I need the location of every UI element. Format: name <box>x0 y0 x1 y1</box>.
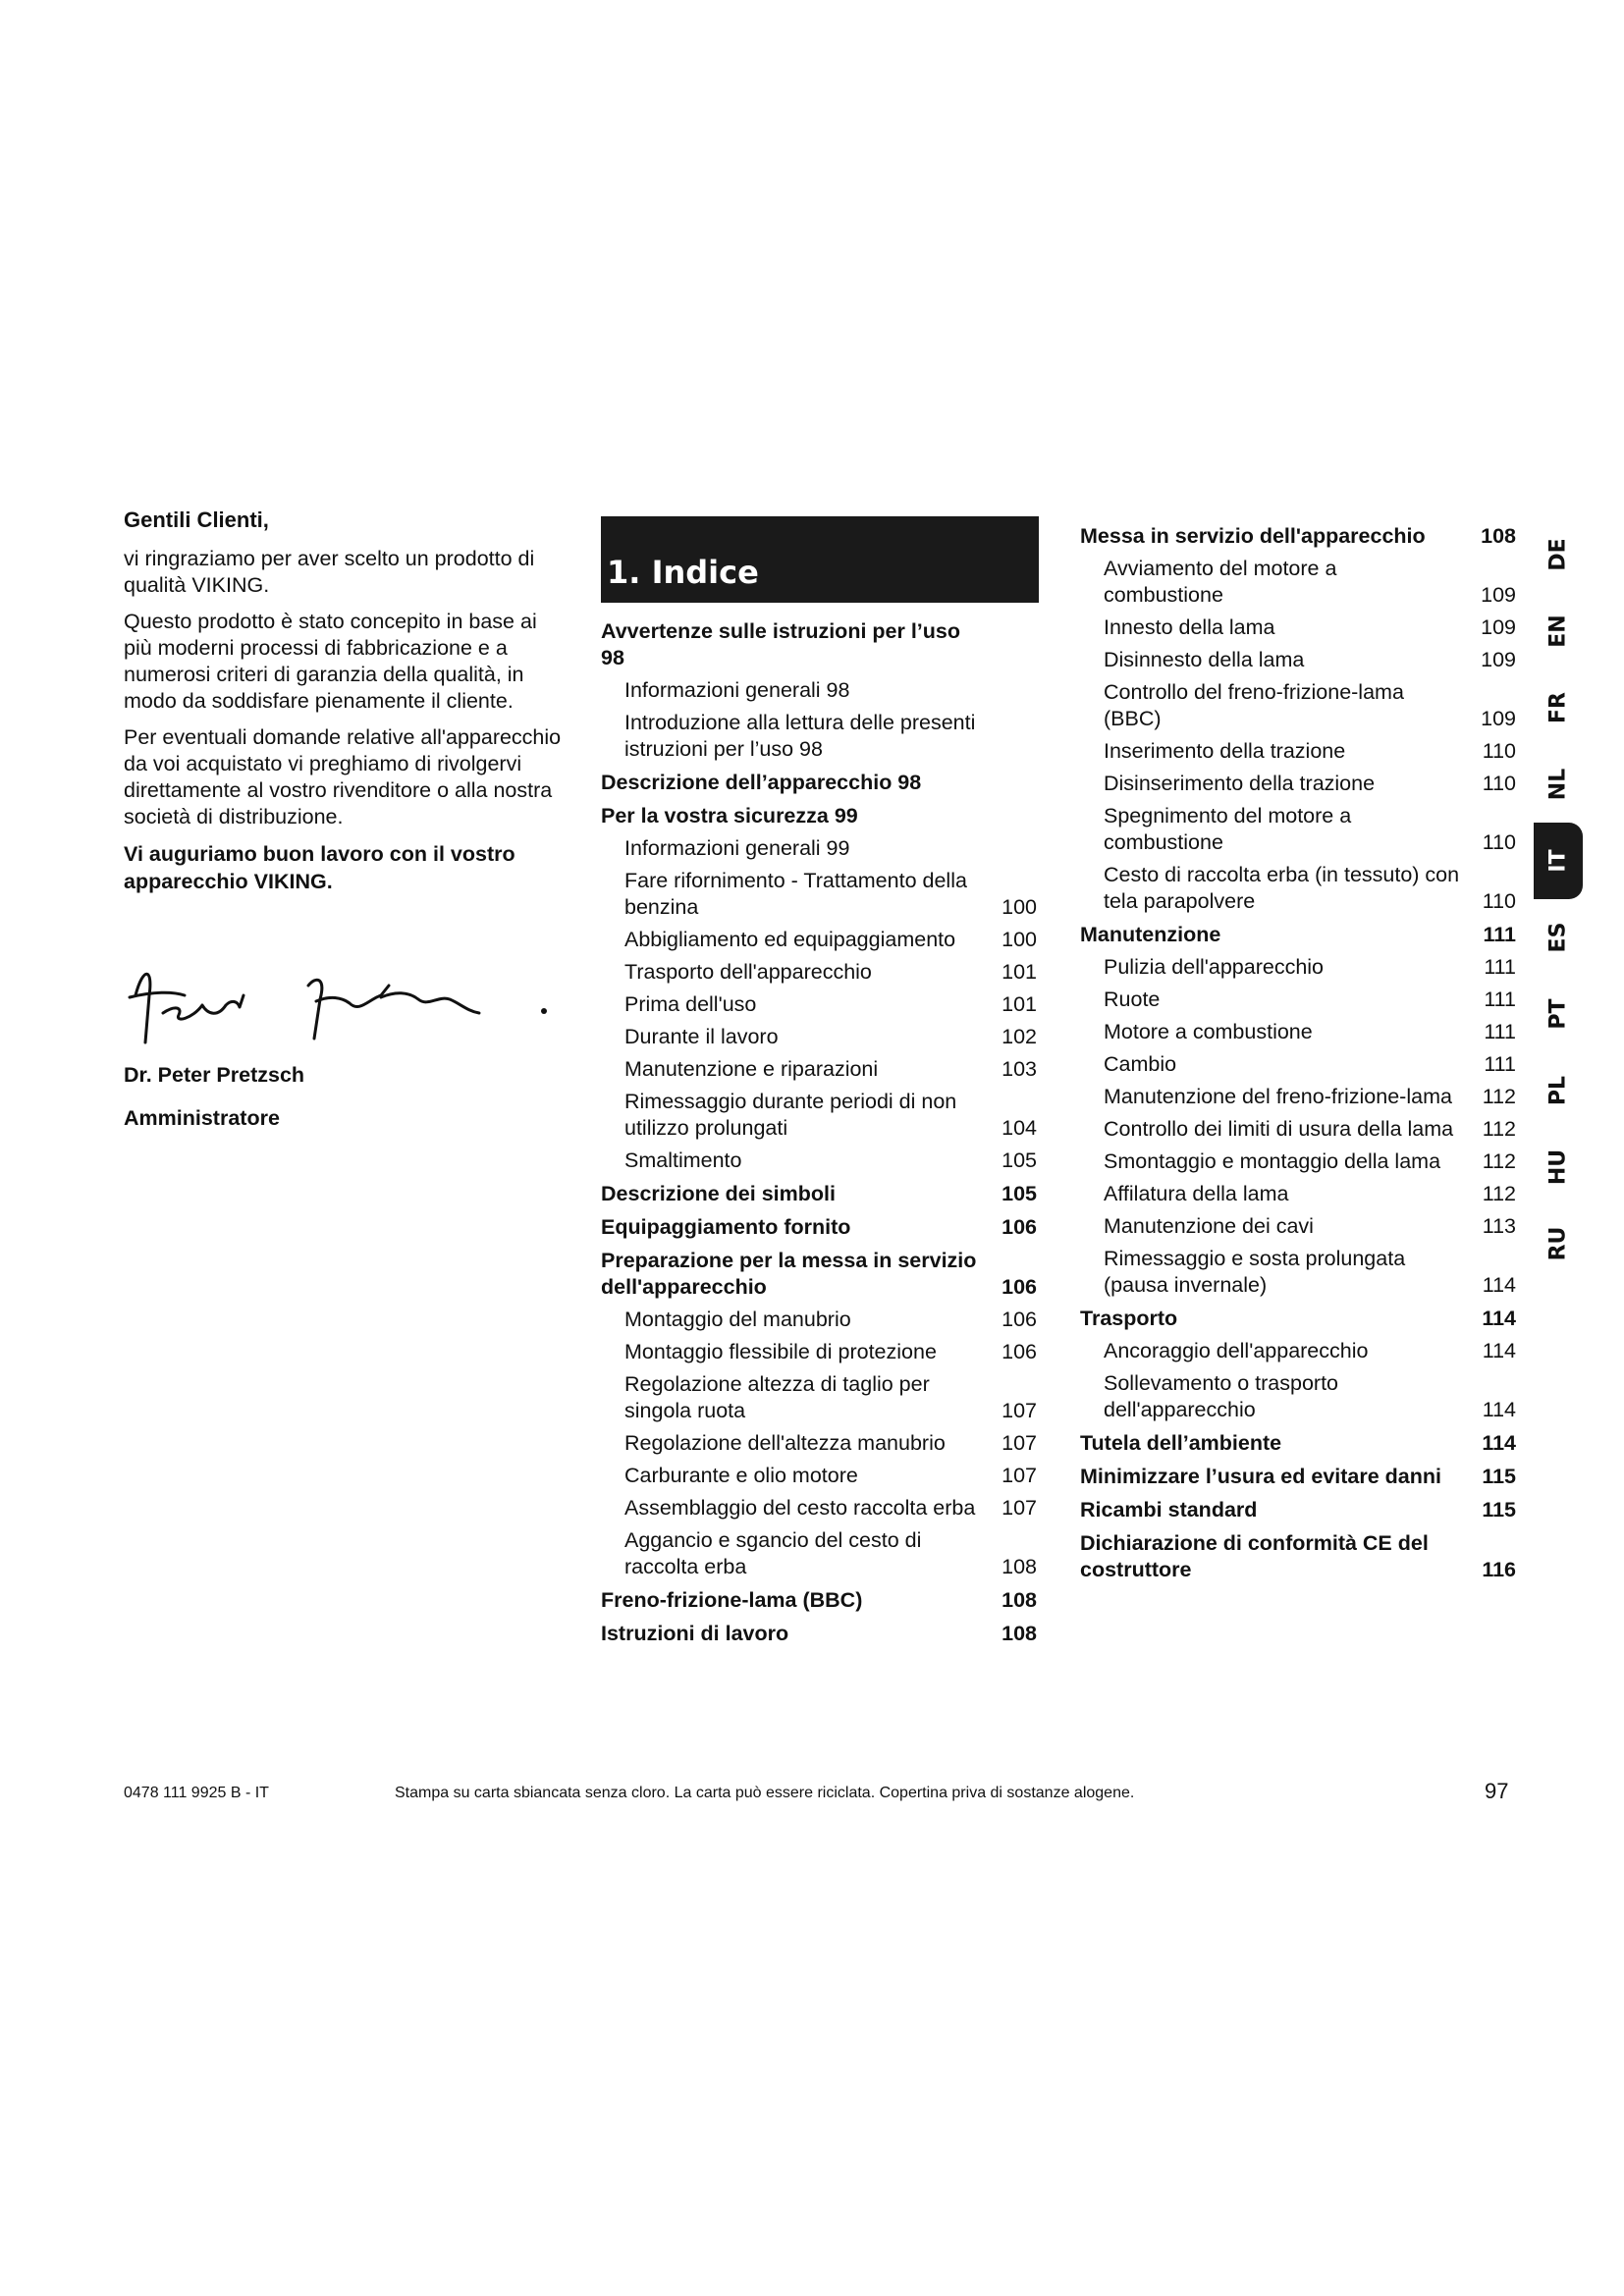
toc-page: 107 <box>1001 1399 1037 1422</box>
toc-title: Spegnimento del motore a combustione <box>1104 804 1352 854</box>
toc-title: Inserimento della trazione <box>1104 739 1346 763</box>
toc-page: 114 <box>1482 1431 1516 1455</box>
toc-subsection <box>1080 679 1518 732</box>
toc-title: Descrizione dei simboli <box>601 1182 836 1205</box>
toc-page: 112 <box>1482 1117 1516 1141</box>
toc-subsection <box>1080 647 1518 673</box>
toc-title: Smontaggio e montaggio della lama <box>1104 1149 1441 1173</box>
page-number: 97 <box>1485 1779 1509 1803</box>
language-tab-nl[interactable] <box>1534 746 1583 823</box>
greeting-column <box>124 507 562 1148</box>
toc-title: Motore a combustione <box>1104 1020 1313 1043</box>
toc-title: Manutenzione del freno-frizione-lama <box>1104 1085 1452 1108</box>
language-tab-label: PT <box>1545 998 1571 1030</box>
toc-title: Sollevamento o trasporto dell'apparecchio <box>1104 1371 1339 1421</box>
toc-page: 114 <box>1482 1307 1516 1330</box>
toc-subsection <box>1080 771 1518 797</box>
toc-page: 108 <box>1001 1622 1037 1645</box>
toc-page: 111 <box>1484 1052 1516 1076</box>
toc-page: 100 <box>1001 928 1037 951</box>
toc-title: Prima dell'uso <box>624 992 757 1016</box>
toc-title: Aggancio e sgancio del cesto di raccolta erba <box>624 1528 922 1578</box>
greeting-paragraph-1: vi ringraziamo per aver scelto un prodotto di qualità VIKING. <box>124 547 535 597</box>
toc-subsection <box>1080 556 1518 609</box>
language-tab-pt[interactable] <box>1534 976 1583 1052</box>
toc-subsection <box>1080 1181 1518 1207</box>
toc-page: 106 <box>1001 1215 1037 1239</box>
toc-page: 116 <box>1482 1558 1516 1581</box>
index-heading: 1. Indice <box>607 554 759 591</box>
toc-title: Affilatura della lama <box>1104 1182 1289 1205</box>
toc-page: 107 <box>1001 1431 1037 1455</box>
toc-page: 109 <box>1481 583 1516 607</box>
toc-section <box>601 618 1039 671</box>
toc-subsection <box>1080 862 1518 915</box>
language-tab-ru[interactable] <box>1534 1205 1583 1282</box>
greeting-paragraph-2: Questo prodotto è stato concepito in base ai più moderni processi di fabbricazione e a numerosi criteri di garanzia della qualità, in modo da soddisfare pienamente il cliente. <box>124 610 537 713</box>
toc-subsection <box>601 1527 1039 1580</box>
index-column-2 <box>1080 516 1518 1583</box>
toc-title: Trasporto <box>1080 1307 1178 1330</box>
toc-title: Regolazione altezza di taglio per singola ruota <box>624 1372 930 1422</box>
toc-subsection <box>601 1495 1039 1522</box>
toc-title: Controllo del freno-frizione-lama (BBC) <box>1104 680 1404 730</box>
toc-subsection <box>1080 1213 1518 1240</box>
toc-page: 103 <box>1001 1057 1037 1081</box>
language-tab-label: IT <box>1545 849 1571 873</box>
index-column-1 <box>601 516 1039 1647</box>
toc-subsection <box>601 710 1039 763</box>
toc-subsection <box>1080 1116 1518 1143</box>
toc-title: Durante il lavoro <box>624 1025 779 1048</box>
language-tab-label: PL <box>1545 1075 1571 1106</box>
toc-page: 107 <box>1001 1496 1037 1520</box>
toc-title: Cambio <box>1104 1052 1177 1076</box>
toc-title: Montaggio del manubrio <box>624 1308 851 1331</box>
toc-page: 112 <box>1482 1149 1516 1173</box>
toc-page: 115 <box>1482 1498 1516 1522</box>
toc-section <box>1080 1306 1518 1332</box>
toc-page: 109 <box>1481 707 1516 730</box>
toc-subsection <box>1080 1019 1518 1045</box>
language-tab-label: EN <box>1545 614 1571 648</box>
toc-subsection <box>1080 803 1518 856</box>
footer-document-code: 0478 111 9925 B - IT <box>124 1785 269 1801</box>
toc-list-1 <box>601 618 1039 1647</box>
toc-title: Montaggio flessibile di protezione <box>624 1340 937 1363</box>
toc-title: Controllo dei limiti di usura della lama <box>1104 1117 1454 1141</box>
language-tab-fr[interactable] <box>1534 669 1583 746</box>
toc-title: Messa in servizio dell'apparecchio <box>1080 524 1426 548</box>
toc-subsection <box>601 1371 1039 1424</box>
toc-title: Manutenzione <box>1080 923 1221 946</box>
toc-title: Ruote <box>1104 988 1161 1011</box>
toc-title: Dichiarazione di conformità CE del costruttore <box>1080 1531 1429 1581</box>
toc-subsection <box>1080 1084 1518 1110</box>
toc-subsection <box>1080 1148 1518 1175</box>
toc-title: Ricambi standard <box>1080 1498 1258 1522</box>
toc-subsection <box>601 1024 1039 1050</box>
toc-section <box>1080 922 1518 948</box>
toc-page: 100 <box>1001 895 1037 919</box>
language-tab-label: NL <box>1545 768 1571 801</box>
toc-title: Preparazione per la messa in servizio dell'apparecchio <box>601 1249 977 1299</box>
toc-title: Avviamento del motore a combustione <box>1104 557 1337 607</box>
index-heading-bar <box>601 516 1039 603</box>
toc-title: Minimizzare l’usura ed evitare danni <box>1080 1465 1441 1488</box>
toc-page: 114 <box>1482 1273 1516 1297</box>
toc-title: Descrizione dell’apparecchio 98 <box>601 771 922 794</box>
toc-page: 111 <box>1484 955 1516 979</box>
toc-page: 101 <box>1001 960 1037 984</box>
language-tab-pl[interactable] <box>1534 1052 1583 1129</box>
toc-page: 106 <box>1001 1275 1037 1299</box>
toc-subsection <box>601 868 1039 921</box>
toc-title: Manutenzione dei cavi <box>1104 1214 1314 1238</box>
toc-subsection <box>601 1056 1039 1083</box>
toc-page: 110 <box>1482 889 1516 913</box>
toc-subsection <box>601 959 1039 986</box>
toc-title: Tutela dell’ambiente <box>1080 1431 1282 1455</box>
toc-title: Istruzioni di lavoro <box>601 1622 789 1645</box>
toc-subsection <box>601 1148 1039 1174</box>
toc-title: Disinnesto della lama <box>1104 648 1305 671</box>
toc-page: 111 <box>1484 1020 1516 1043</box>
toc-title: Ancoraggio dell'apparecchio <box>1104 1339 1369 1362</box>
toc-subsection <box>601 1307 1039 1333</box>
toc-page: 106 <box>1001 1308 1037 1331</box>
toc-title: Innesto della lama <box>1104 615 1275 639</box>
language-tab-label: DE <box>1545 538 1571 571</box>
toc-page: 105 <box>1001 1182 1037 1205</box>
toc-page: 108 <box>1001 1555 1037 1578</box>
toc-page: 113 <box>1482 1214 1516 1238</box>
toc-page: 115 <box>1482 1465 1516 1488</box>
toc-title: Trasporto dell'apparecchio <box>624 960 872 984</box>
language-tab-es[interactable] <box>1534 899 1583 976</box>
language-tab-hu[interactable] <box>1534 1129 1583 1205</box>
toc-title: Abbigliamento ed equipaggiamento <box>624 928 956 951</box>
toc-subsection <box>1080 954 1518 981</box>
toc-section <box>1080 523 1518 550</box>
toc-title: Cesto di raccolta erba (in tessuto) con tela parapolvere <box>1104 863 1460 913</box>
toc-subsection <box>601 1339 1039 1365</box>
toc-page: 114 <box>1482 1398 1516 1421</box>
toc-page: 109 <box>1481 615 1516 639</box>
language-tab-label: RU <box>1545 1226 1571 1261</box>
toc-title: Smaltimento <box>624 1148 742 1172</box>
toc-page: 101 <box>1001 992 1037 1016</box>
toc-section <box>1080 1464 1518 1490</box>
toc-subsection <box>1080 614 1518 641</box>
language-tab-en[interactable] <box>1534 593 1583 669</box>
toc-page: 108 <box>1001 1588 1037 1612</box>
toc-section <box>1080 1430 1518 1457</box>
toc-subsection <box>601 1463 1039 1489</box>
toc-subsection <box>1080 1338 1518 1364</box>
toc-title: Rimessaggio durante periodi di non utilizzo prolungati <box>624 1090 957 1140</box>
toc-subsection <box>601 835 1039 862</box>
toc-title: Fare rifornimento - Trattamento della benzina <box>624 869 967 919</box>
toc-title: Informazioni generali 98 <box>624 678 850 702</box>
toc-section <box>601 770 1039 796</box>
toc-page: 104 <box>1001 1116 1037 1140</box>
footer-note: Stampa su carta sbiancata senza cloro. La carta può essere riciclata. Copertina priva di sostanze alogene. <box>395 1785 1135 1801</box>
toc-subsection <box>1080 1246 1518 1299</box>
toc-section <box>601 1587 1039 1614</box>
toc-title: Freno-frizione-lama (BBC) <box>601 1588 863 1612</box>
toc-title: Pulizia dell'apparecchio <box>1104 955 1325 979</box>
toc-title: Per la vostra sicurezza 99 <box>601 804 858 828</box>
toc-page: 114 <box>1482 1339 1516 1362</box>
language-tab-label: HU <box>1545 1148 1571 1186</box>
toc-subsection <box>1080 1051 1518 1078</box>
toc-page: 112 <box>1482 1085 1516 1108</box>
toc-section <box>601 1621 1039 1647</box>
language-tab-label: ES <box>1545 922 1571 953</box>
toc-subsection <box>601 677 1039 704</box>
toc-title: Introduzione alla lettura delle presenti istruzioni per l’uso 98 <box>624 711 976 761</box>
toc-section <box>601 1181 1039 1207</box>
greeting-paragraph-3: Per eventuali domande relative all'apparecchio da voi acquistato vi preghiamo di rivolgervi direttamente al vostro rivenditore o alla nostra società di distribuzione. <box>124 725 562 828</box>
language-tabs <box>1534 516 1583 1282</box>
toc-page: 111 <box>1483 923 1516 946</box>
toc-list-2 <box>1080 523 1518 1583</box>
language-tab-label: FR <box>1545 692 1571 723</box>
toc-page: 110 <box>1482 830 1516 854</box>
toc-title: Avvertenze sulle istruzioni per l’uso 98 <box>601 619 960 669</box>
toc-subsection <box>601 927 1039 953</box>
toc-page: 112 <box>1482 1182 1516 1205</box>
toc-title: Carburante e olio motore <box>624 1464 858 1487</box>
toc-page: 109 <box>1481 648 1516 671</box>
greeting-closing: Vi auguriamo buon lavoro con il vostro apparecchio VIKING. <box>124 842 515 893</box>
toc-title: Equipaggiamento fornito <box>601 1215 851 1239</box>
toc-page: 110 <box>1482 772 1516 795</box>
signer-role: Amministratore <box>124 1106 280 1130</box>
toc-page: 102 <box>1001 1025 1037 1048</box>
toc-subsection <box>601 1089 1039 1142</box>
toc-subsection <box>601 991 1039 1018</box>
toc-section <box>601 1248 1039 1301</box>
toc-title: Regolazione dell'altezza manubrio <box>624 1431 946 1455</box>
toc-section <box>601 1214 1039 1241</box>
toc-page: 106 <box>1001 1340 1037 1363</box>
toc-page: 111 <box>1484 988 1516 1011</box>
toc-title: Disinserimento della trazione <box>1104 772 1376 795</box>
toc-title: Assemblaggio del cesto raccolta erba <box>624 1496 976 1520</box>
toc-title: Informazioni generali 99 <box>624 836 850 860</box>
toc-section <box>1080 1497 1518 1523</box>
toc-subsection <box>1080 738 1518 765</box>
toc-subsection <box>1080 1370 1518 1423</box>
toc-page: 108 <box>1481 524 1516 548</box>
toc-section <box>1080 1530 1518 1583</box>
toc-page: 105 <box>1001 1148 1037 1172</box>
toc-page: 107 <box>1001 1464 1037 1487</box>
greeting-title: Gentili Clienti, <box>124 507 269 532</box>
toc-subsection <box>601 1430 1039 1457</box>
toc-page: 110 <box>1482 739 1516 763</box>
toc-subsection <box>1080 987 1518 1013</box>
language-tab-it[interactable] <box>1534 823 1583 899</box>
toc-title: Manutenzione e riparazioni <box>624 1057 879 1081</box>
toc-section <box>601 803 1039 829</box>
signature-image <box>124 956 556 1044</box>
toc-title: Rimessaggio e sosta prolungata (pausa invernale) <box>1104 1247 1406 1297</box>
signer-name: Dr. Peter Pretzsch <box>124 1063 305 1087</box>
language-tab-de[interactable] <box>1534 516 1583 593</box>
